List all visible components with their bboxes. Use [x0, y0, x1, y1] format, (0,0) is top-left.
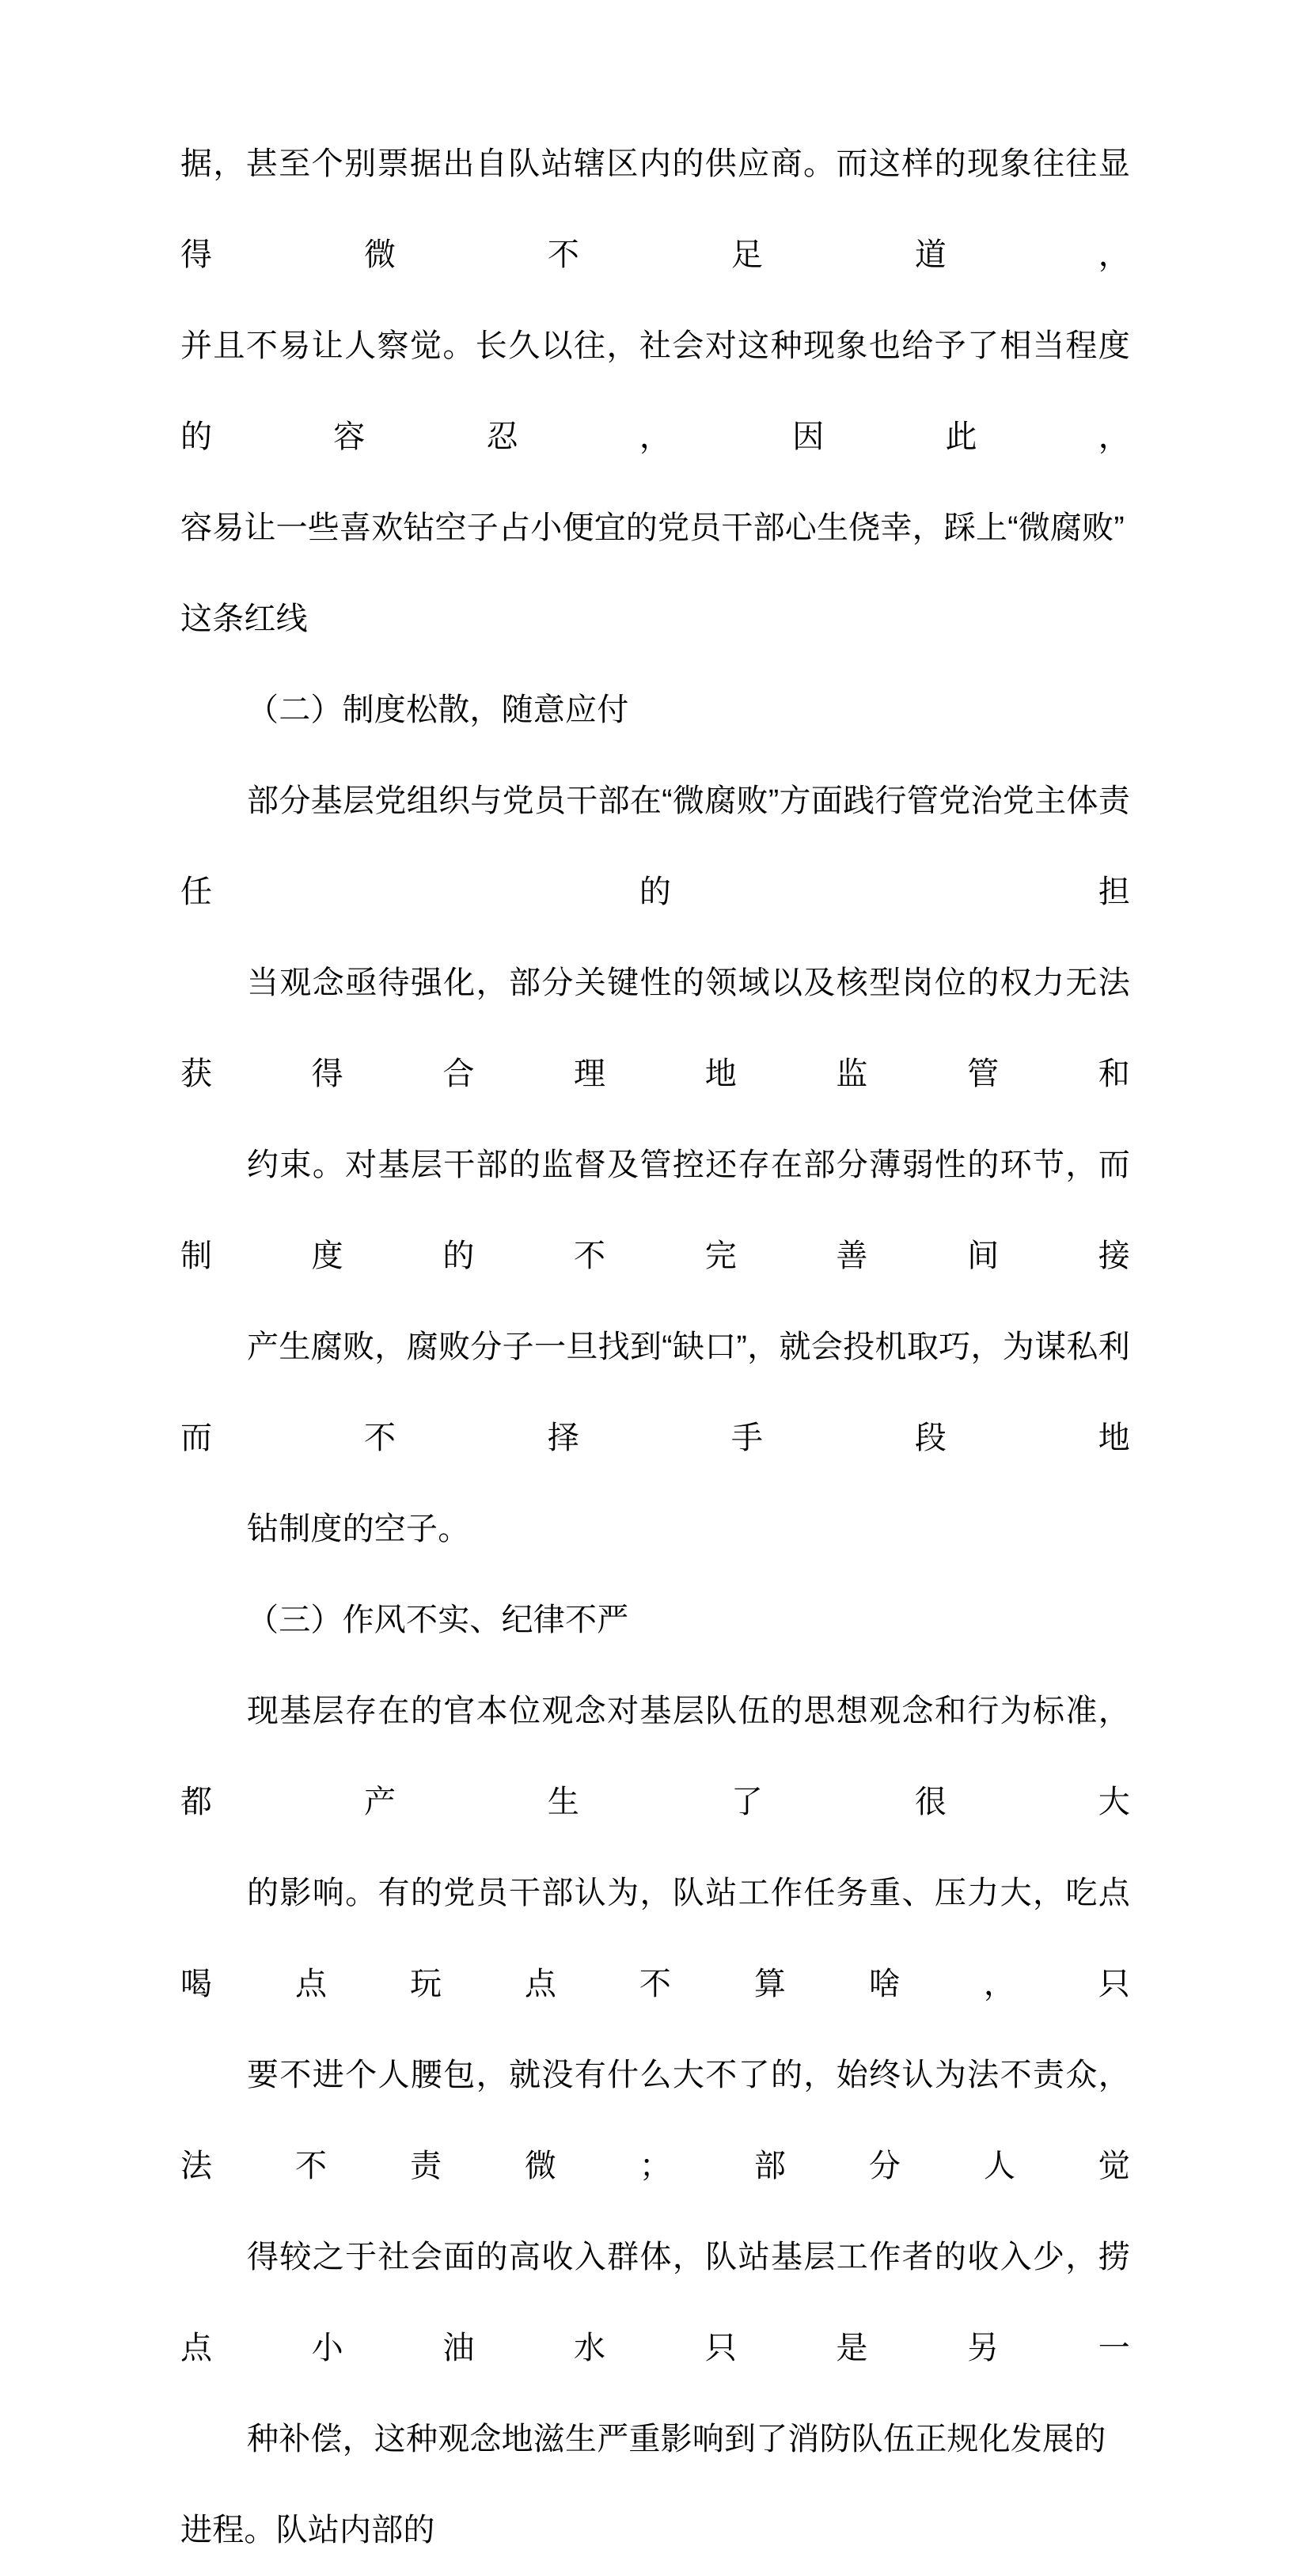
text-line: 现基层存在的官本位观念对基层队伍的思想观念和行为标准，都产生了很大 — [180, 1694, 1130, 1819]
text-line: 产生腐败，腐败分子一旦找到“缺口”，就会投机取巧，为谋私利而不择手段地 — [180, 1330, 1130, 1455]
body-paragraph — [180, 1666, 1130, 2576]
section-heading — [180, 665, 1130, 756]
body-paragraph — [180, 119, 1130, 665]
heading-line: （二）制度松散，随意应付 — [247, 692, 629, 727]
text-line: 种补偿，这种观念地滋生严重影响到了消防队伍正规化发展的进程。队站内部的 — [180, 2422, 1106, 2548]
text-line: 得较之于社会面的高收入群体，队站基层工作者的收入少，捞点小油水只是另一 — [180, 2240, 1130, 2365]
text-line: 并且不易让人察觉。长久以往，社会对这种现象也给予了相当程度的容忍，因此， — [180, 328, 1130, 454]
text-line: 部分基层党组织与党员干部在“微腐败”方面践行管党治党主体责任的担 — [180, 783, 1130, 909]
body-paragraph — [180, 756, 1130, 1575]
text-line: 当观念亟待强化，部分关键性的领域以及核型岗位的权力无法获得合理地监管和 — [180, 966, 1130, 1091]
text-line: 约束。对基层干部的监督及管控还存在部分薄弱性的环节，而制度的不完善间接 — [180, 1148, 1130, 1273]
text-line: 的影响。有的党员干部认为，队站工作任务重、压力大，吃点喝点玩点不算啥，只 — [180, 1876, 1130, 2001]
text-line: 要不进个人腰包，就没有什么大不了的，始终认为法不责众，法不责微；部分人觉 — [180, 2058, 1130, 2183]
text-line: 容易让一些喜欢钻空子占小便宜的党员干部心生侥幸，踩上“微腐败”这条红线 — [180, 510, 1125, 636]
document-body — [180, 119, 1130, 2576]
text-line: 据，甚至个别票据出自队站辖区内的供应商。而这样的现象往往显得微不足道， — [180, 146, 1130, 272]
section-heading — [180, 1575, 1130, 1666]
heading-line: （三）作风不实、纪律不严 — [247, 1603, 629, 1637]
text-line: 钻制度的空子。 — [247, 1512, 470, 1546]
